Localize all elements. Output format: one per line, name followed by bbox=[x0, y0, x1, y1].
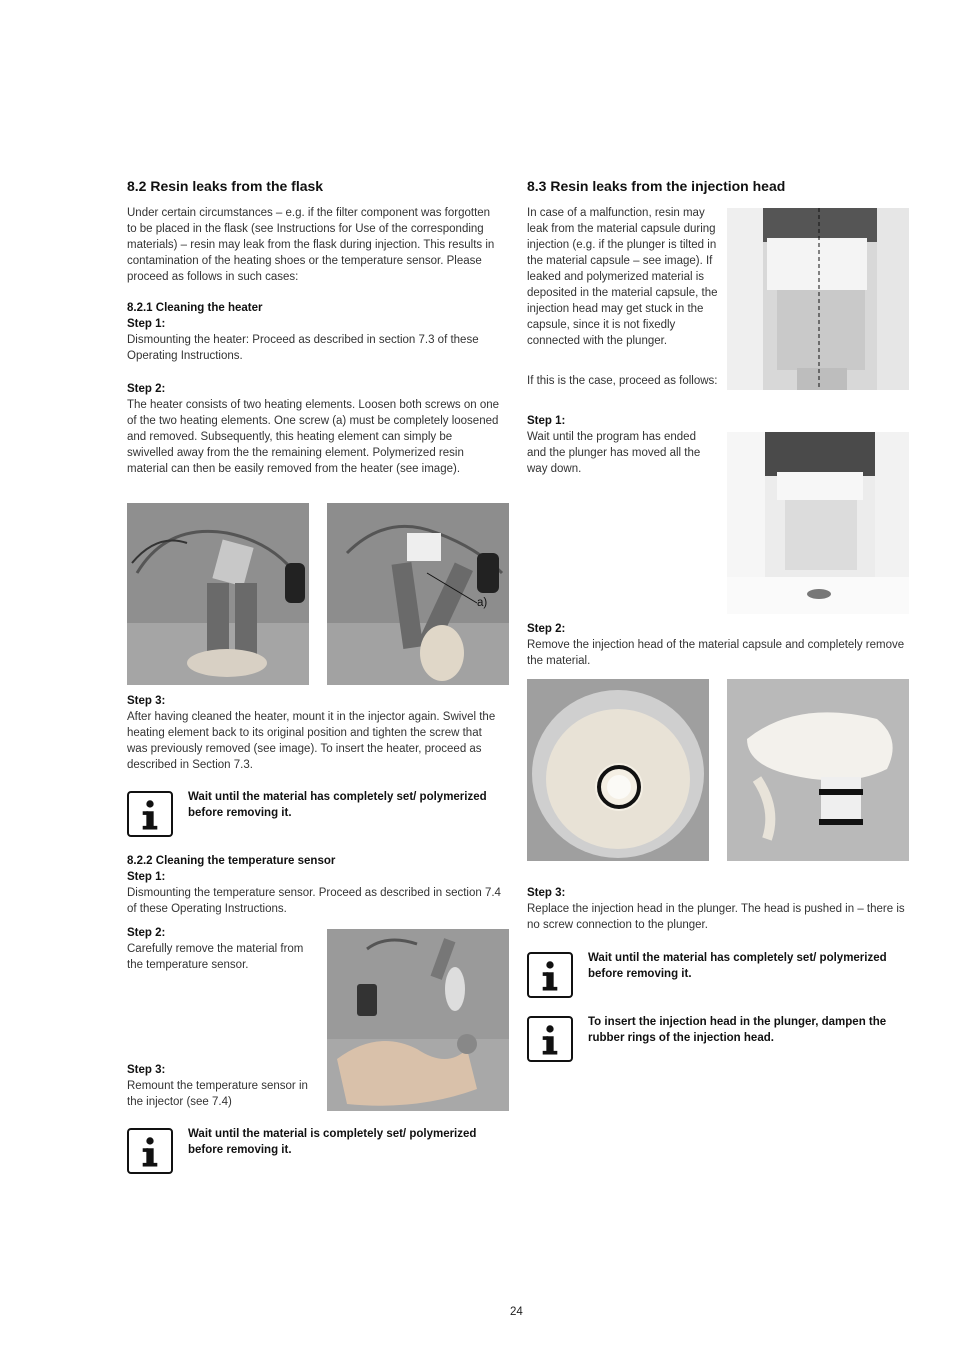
tilted-plunger-photo bbox=[727, 208, 909, 390]
heater-step3-block bbox=[127, 693, 505, 773]
section-8-3-intro: In case of a malfunction, resin may leak from the material capsule during injection (e.g. if the plunger is tilted in the material capsule – see image). If leaked and polymerized material is deposited in the material capsule, the injection head may get stuck in the capsule, since it is not fixedly connected with the plunger. bbox=[527, 207, 718, 347]
heater-step2-text: The heater consists of two heating elements. Loosen both screws on one of the two heating elements. One screw (a) must be completely loosened and removed. Subsequently, this heating element can simply be swivelled away from the the remaining element. Polymerized resin material can then be easily removed from the heater (see image). bbox=[127, 399, 500, 475]
injection-step3-label: Step 3: bbox=[527, 887, 566, 899]
screw-callout-label: a) bbox=[477, 597, 488, 609]
capsule-inside-photo bbox=[527, 679, 709, 861]
sensor-subtitle: 8.2.2 Cleaning the temperature sensor bbox=[127, 855, 336, 867]
temperature-sensor-photo bbox=[327, 929, 509, 1111]
injection-head-photo bbox=[727, 679, 909, 861]
injection-step2-text: Remove the injection head of the material capsule and completely remove the material. bbox=[527, 639, 905, 667]
heater-step1-label: Step 1: bbox=[127, 318, 166, 330]
injection-step2-label: Step 2: bbox=[527, 623, 566, 635]
section-title-8-3: 8.3 Resin leaks from the injection head bbox=[527, 178, 786, 194]
injection-step2-block bbox=[527, 621, 912, 669]
heater-step2-label: Step 2: bbox=[127, 383, 166, 395]
sensor-step2-block bbox=[127, 925, 312, 973]
sensor-step1-label: Step 1: bbox=[127, 871, 166, 883]
section-8-2-intro: Under certain circumstances – e.g. if the filter component was forgotten to be placed in the flask (see Instructions for Use of the corresponding materials) – resin may leak from the flask during injection. This results in contamination of the heating shoes or the temperature sensor. Please proceed as follows in such cases: bbox=[127, 207, 495, 283]
heater-step3-label: Step 3: bbox=[127, 695, 166, 707]
info-icon bbox=[127, 791, 173, 837]
heater-photo-assembled bbox=[127, 503, 309, 685]
section-8-3-intro2: If this is the case, proceed as follows: bbox=[527, 375, 718, 387]
plunger-down-photo bbox=[727, 432, 909, 614]
info-icon bbox=[527, 952, 573, 998]
heater-step1-text: Dismounting the heater: Proceed as described in section 7.3 of these Operating Instructions. bbox=[127, 334, 479, 362]
sensor-note: Wait until the material is completely set/ polymerized before removing it. bbox=[188, 1128, 477, 1156]
injection-step1-text: Wait until the program has ended and the plunger has moved all the way down. bbox=[527, 431, 701, 475]
sensor-step3-text: Remount the temperature sensor in the injector (see 7.4) bbox=[127, 1080, 308, 1108]
heater-photo-swivelled bbox=[327, 503, 509, 685]
injection-step1-block bbox=[527, 413, 717, 477]
info-icon bbox=[127, 1128, 173, 1174]
injection-note-dampen: To insert the injection head in the plunger, dampen the rubber rings of the injection head. bbox=[588, 1016, 887, 1044]
injection-step3-block bbox=[527, 885, 912, 933]
sensor-step1-block bbox=[127, 853, 505, 917]
heater-step1-block bbox=[127, 300, 502, 364]
page-number: 24 bbox=[510, 1306, 523, 1318]
sensor-step3-label: Step 3: bbox=[127, 1064, 166, 1076]
section-title-8-2: 8.2 Resin leaks from the flask bbox=[127, 178, 324, 194]
sensor-step3-block bbox=[127, 1062, 317, 1110]
injection-step1-label: Step 1: bbox=[527, 415, 566, 427]
info-icon bbox=[527, 1016, 573, 1062]
injection-step3-text: Replace the injection head in the plunger. The head is pushed in – there is no screw connection to the plunger. bbox=[527, 903, 905, 931]
injection-note-set: Wait until the material has completely set/ polymerized before removing it. bbox=[588, 952, 887, 980]
sensor-step1-text: Dismounting the temperature sensor. Proceed as described in section 7.4 of these Operating Instructions. bbox=[127, 887, 501, 915]
sensor-step2-label: Step 2: bbox=[127, 927, 166, 939]
heater-note: Wait until the material has completely set/ polymerized before removing it. bbox=[188, 791, 487, 819]
heater-step2-block bbox=[127, 381, 502, 477]
sensor-step2-text: Carefully remove the material from the temperature sensor. bbox=[127, 943, 304, 971]
heater-step3-text: After having cleaned the heater, mount it in the injector again. Swivel the heating element back to its original position and tighten the screw that was previously removed (see image). To insert the heater, proceed as described in Section 7.3. bbox=[127, 711, 496, 771]
heater-subtitle: 8.2.1 Cleaning the heater bbox=[127, 302, 263, 314]
